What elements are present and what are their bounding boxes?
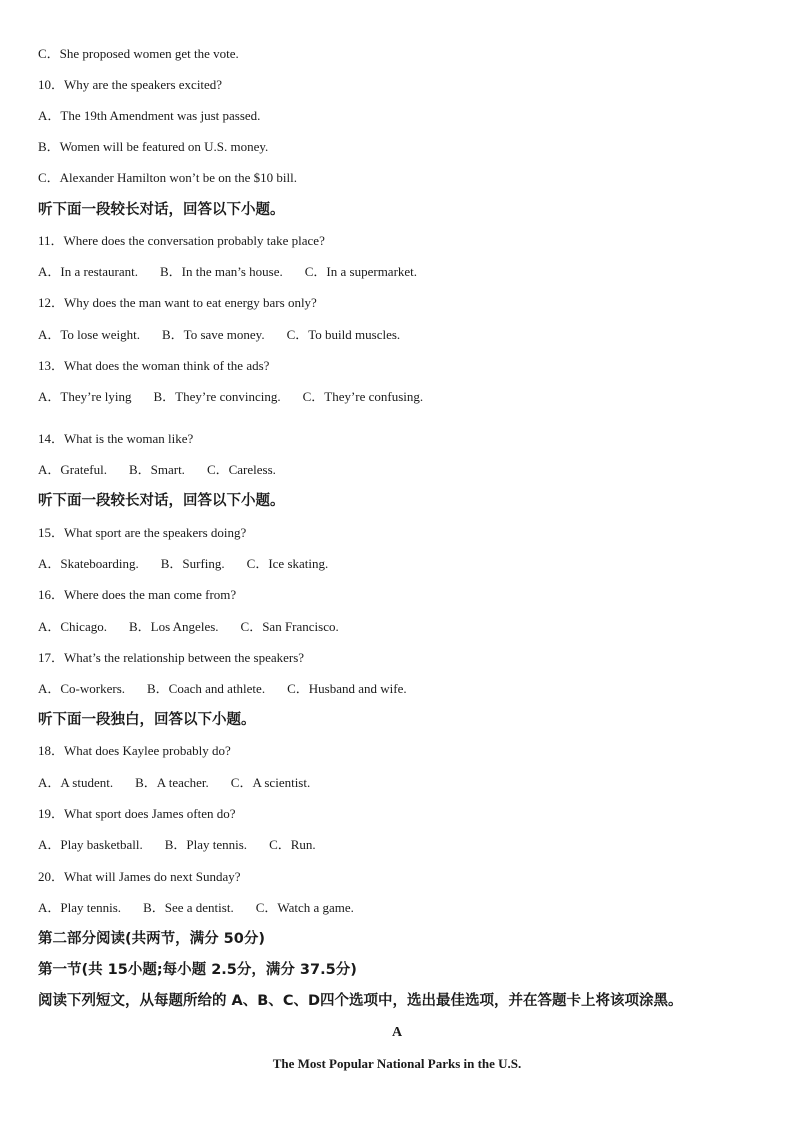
answer-option: A．In a restaurant. bbox=[38, 264, 138, 279]
section-letter: A bbox=[391, 1025, 403, 1040]
answer-option: B．They’re convincing. bbox=[153, 389, 281, 404]
section-heading: 第二部分阅读(共两节，满分 50分) bbox=[38, 931, 265, 947]
answer-option: B．In the man’s house. bbox=[160, 264, 283, 279]
answer-option: A．Chicago. bbox=[38, 619, 107, 634]
question-line: 13．What does the woman think of the ads? bbox=[38, 358, 270, 373]
answer-option: A．Co-workers. bbox=[38, 681, 126, 696]
answer-option: C．San Francisco. bbox=[240, 619, 339, 634]
answer-option: A．A student. bbox=[38, 775, 114, 790]
question-line: C．Alexander Hamilton won’t be on the $10 bill. bbox=[38, 170, 297, 185]
answer-option: A．Play basketball. bbox=[38, 837, 143, 852]
question-line: 19．What sport does James often do? bbox=[38, 806, 236, 821]
question-line: 18．What does Kaylee probably do? bbox=[38, 743, 231, 758]
question-line: C．She proposed women get the vote. bbox=[38, 46, 239, 61]
answer-option: C．In a supermarket. bbox=[304, 264, 418, 279]
answer-option: C．Watch a game. bbox=[255, 900, 354, 915]
answer-option: C．To build muscles. bbox=[286, 327, 401, 342]
answer-option: C．Husband and wife. bbox=[287, 681, 407, 696]
question-line: B．Women will be featured on U.S. money. bbox=[38, 139, 269, 154]
section-heading: 第一节(共 15小题;每小题 2.5分，满分 37.5分) bbox=[38, 962, 357, 978]
question-line: 15．What sport are the speakers doing? bbox=[38, 525, 247, 540]
options-line bbox=[38, 462, 276, 478]
question-line: 17．What’s the relationship between the speakers? bbox=[38, 650, 305, 665]
answer-option: A．They’re lying bbox=[38, 389, 132, 404]
options-line bbox=[38, 264, 417, 280]
question-line: 14．What is the woman like? bbox=[38, 431, 194, 446]
answer-option: B．Los Angeles. bbox=[128, 619, 219, 634]
question-line: A．The 19th Amendment was just passed. bbox=[38, 108, 261, 123]
options-line bbox=[38, 556, 328, 572]
question-line: 20．What will James do next Sunday? bbox=[38, 869, 241, 884]
answer-option: B．Play tennis. bbox=[164, 837, 248, 852]
question-line: 16．Where does the man come from? bbox=[38, 587, 237, 602]
section-heading: 听下面一段较长对话，回答以下小题。 bbox=[38, 493, 285, 509]
answer-option: A．Play tennis. bbox=[38, 900, 122, 915]
answer-option: B．Surfing. bbox=[160, 556, 225, 571]
answer-option: B．To save money. bbox=[162, 327, 265, 342]
options-line bbox=[38, 619, 339, 635]
answer-option: B．Coach and athlete. bbox=[147, 681, 266, 696]
options-line bbox=[38, 775, 310, 791]
question-line: 12．Why does the man want to eat energy bars only? bbox=[38, 295, 317, 310]
answer-option: A．To lose weight. bbox=[38, 327, 140, 342]
section-title: The Most Popular National Parks in the U.S. bbox=[272, 1056, 522, 1071]
options-line bbox=[38, 900, 354, 916]
section-heading: 听下面一段较长对话，回答以下小题。 bbox=[38, 202, 285, 218]
question-line: 11．Where does the conversation probably take place? bbox=[38, 233, 325, 248]
answer-option: B．Smart. bbox=[128, 462, 185, 477]
answer-option: B．See a dentist. bbox=[143, 900, 234, 915]
section-heading: 阅读下列短文，从每题所给的 A、B、C、D四个选项中，选出最佳选项，并在答题卡上将该项涂黑。 bbox=[38, 993, 683, 1009]
section-heading: 听下面一段独白，回答以下小题。 bbox=[38, 712, 256, 728]
answer-option: C．Careless. bbox=[206, 462, 276, 477]
options-line bbox=[38, 389, 423, 405]
answer-option: C．They’re confusing. bbox=[302, 389, 424, 404]
options-line bbox=[38, 681, 407, 697]
answer-option: B．A teacher. bbox=[135, 775, 209, 790]
options-line bbox=[38, 837, 316, 853]
answer-option: C．Run. bbox=[269, 837, 316, 852]
answer-option: C．A scientist. bbox=[230, 775, 311, 790]
answer-option: A．Grateful. bbox=[38, 462, 107, 477]
answer-option: A．Skateboarding. bbox=[38, 556, 139, 571]
options-line bbox=[38, 327, 400, 343]
answer-option: C．Ice skating. bbox=[246, 556, 329, 571]
question-line: 10．Why are the speakers excited? bbox=[38, 77, 223, 92]
